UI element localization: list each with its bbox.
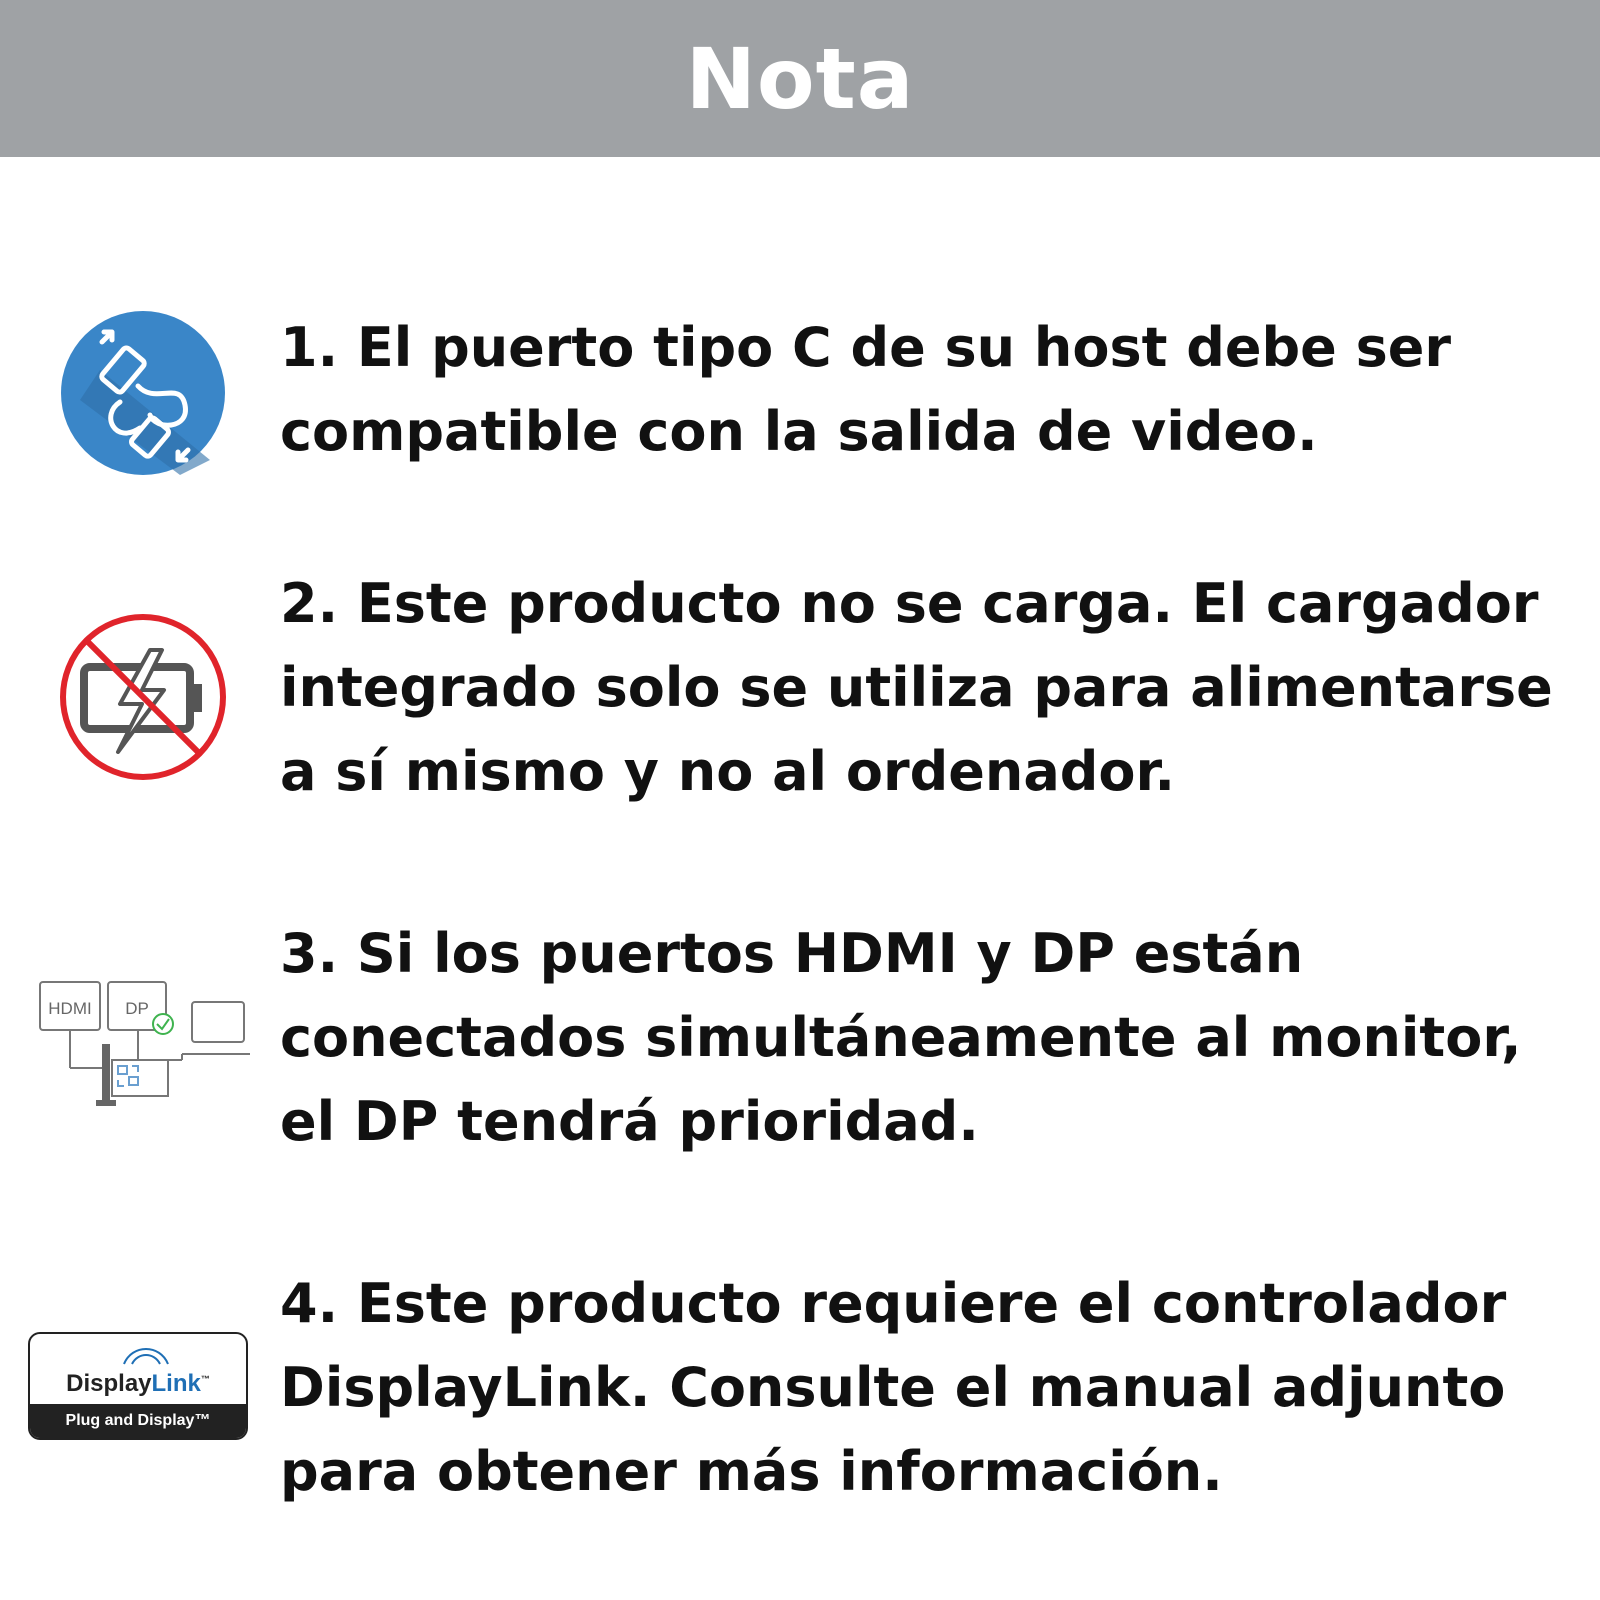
displaylink-brand	[30, 1370, 246, 1398]
wifi-arc-icon	[118, 1338, 174, 1368]
note-3-text: 3. Si los puertos HDMI y DP están conectados simultáneamente al monitor, el DP tendrá prioridad.	[280, 922, 1522, 1153]
usb-c-cable-icon	[60, 310, 226, 476]
hdmi-dp-priority-icon	[36, 980, 250, 1110]
displaylink-tagline: Plug and Display™	[30, 1404, 246, 1438]
displaylink-logo	[28, 1332, 248, 1440]
brand-link: Link	[151, 1370, 201, 1397]
note-2-text: 2. Este producto no se carga. El cargador integrado solo se utiliza para alimentarse a sí mismo y no al ordenador.	[280, 572, 1553, 803]
page-title: Nota	[685, 29, 915, 128]
no-charging-battery-icon	[58, 612, 228, 782]
brand-tm: ™	[200, 1374, 210, 1384]
hdmi-label: HDMI	[48, 999, 92, 1018]
dp-label: DP	[125, 999, 149, 1018]
note-4-text: 4. Este producto requiere el controlador DisplayLink. Consulte el manual adjunto para obtener más información.	[280, 1272, 1507, 1503]
brand-display: Display	[66, 1370, 152, 1397]
note-1-text: 1. El puerto tipo C de su host debe ser compatible con la salida de video.	[280, 316, 1451, 463]
header-bar	[0, 0, 1600, 157]
